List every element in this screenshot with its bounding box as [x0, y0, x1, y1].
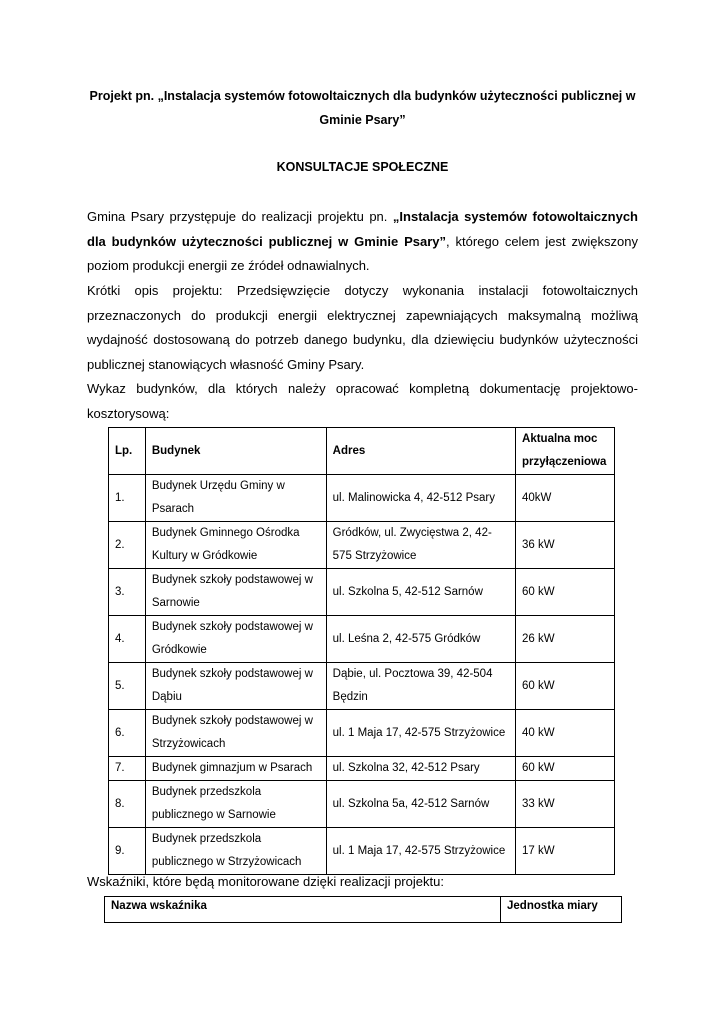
row-power: 36 kW [516, 522, 615, 569]
row-power: 26 kW [516, 616, 615, 663]
row-address: ul. 1 Maja 17, 42-575 Strzyżowice [326, 828, 515, 875]
table-row [109, 475, 615, 522]
row-building: Budynek szkoły podstawowej w Sarnowie [145, 569, 326, 616]
row-building: Budynek Urzędu Gminy w Psarach [145, 475, 326, 522]
intro-prefix: Gmina Psary przystępuje do realizacji projektu pn. [87, 209, 393, 224]
header-power: Aktualna moc przyłączeniowa [516, 428, 615, 475]
row-building: Budynek szkoły podstawowej w Dąbiu [145, 663, 326, 710]
row-lp: 2. [109, 522, 146, 569]
buildings-list-intro-line1: Wykaz budynków, dla których należy opracować kompletną dokumentację projektowo- [87, 381, 638, 396]
row-power: 60 kW [516, 569, 615, 616]
indicators-table [104, 896, 622, 923]
header-lp: Lp. [109, 428, 146, 475]
table-row [109, 569, 615, 616]
intro-suffix: , którego celem jest zwiększony poziom produkcji energii ze źródeł odnawialnych. [87, 233, 638, 273]
row-lp: 5. [109, 663, 146, 710]
buildings-table-header [109, 428, 615, 475]
row-lp: 7. [109, 757, 146, 781]
row-lp: 8. [109, 781, 146, 828]
table-row [109, 522, 615, 569]
row-address: ul. Leśna 2, 42-575 Gródków [326, 616, 515, 663]
table-row [109, 781, 615, 828]
project-name: „Instalacja systemów fotowoltaicznych dla budynków użyteczności publicznej w Gminie Psary” [87, 209, 638, 249]
row-lp: 1. [109, 475, 146, 522]
buildings-list-intro-line2: kosztorysową: [87, 405, 170, 421]
table-row [109, 616, 615, 663]
header-building: Budynek [145, 428, 326, 475]
indicators-table-header [105, 897, 622, 923]
row-lp: 3. [109, 569, 146, 616]
row-address: ul. 1 Maja 17, 42-575 Strzyżowice [326, 710, 515, 757]
header-indicator-unit: Jednostka miary [501, 897, 622, 923]
document-title: Projekt pn. „Instalacja systemów fotowoltaicznych dla budynków użyteczności publicznej w Gminie Psary” [89, 89, 636, 127]
section-heading: KONSULTACJE SPOŁECZNE [276, 160, 449, 174]
table-row [109, 663, 615, 710]
row-address: ul. Szkolna 5, 42-512 Sarnów [326, 569, 515, 616]
row-building: Budynek Gminnego Ośrodka Kultury w Gródkowie [145, 522, 326, 569]
row-power: 60 kW [516, 663, 615, 710]
row-lp: 9. [109, 828, 146, 875]
row-power: 40kW [516, 475, 615, 522]
header-address: Adres [326, 428, 515, 475]
row-building: Budynek szkoły podstawowej w Gródkowie [145, 616, 326, 663]
buildings-list-intro [87, 377, 638, 426]
intro-paragraph [87, 205, 638, 279]
row-lp: 4. [109, 616, 146, 663]
row-power: 33 kW [516, 781, 615, 828]
project-description: Krótki opis projektu: Przedsięwzięcie dotyczy wykonania instalacji fotowoltaicznych przeznaczonych do produkcji energii elektrycznej zapewniających maksymalną możliwą wydajność dostosowaną do potrzeb danego budynku, dla dziewięciu budynków użyteczności publicznej stanowiących własność Gminy Psary. [87, 283, 638, 372]
table-row [109, 757, 615, 781]
row-lp: 6. [109, 710, 146, 757]
row-address: ul. Malinowicka 4, 42-512 Psary [326, 475, 515, 522]
row-address: Gródków, ul. Zwycięstwa 2, 42-575 Strzyżowice [326, 522, 515, 569]
row-power: 17 kW [516, 828, 615, 875]
table-row [109, 710, 615, 757]
buildings-table [108, 427, 615, 875]
row-address: ul. Szkolna 5a, 42-512 Sarnów [326, 781, 515, 828]
row-power: 60 kW [516, 757, 615, 781]
header-indicator-name: Nazwa wskaźnika [105, 897, 501, 923]
row-building: Budynek przedszkola publicznego w Sarnowie [145, 781, 326, 828]
row-building: Budynek szkoły podstawowej w Strzyżowicach [145, 710, 326, 757]
row-building: Budynek przedszkola publicznego w Strzyżowicach [145, 828, 326, 875]
row-building: Budynek gimnazjum w Psarach [145, 757, 326, 781]
row-address: ul. Szkolna 32, 42-512 Psary [326, 757, 515, 781]
row-address: Dąbie, ul. Pocztowa 39, 42-504 Będzin [326, 663, 515, 710]
indicators-intro: Wskaźniki, które będą monitorowane dzięki realizacji projektu: [87, 874, 444, 889]
row-power: 40 kW [516, 710, 615, 757]
table-row [109, 828, 615, 875]
